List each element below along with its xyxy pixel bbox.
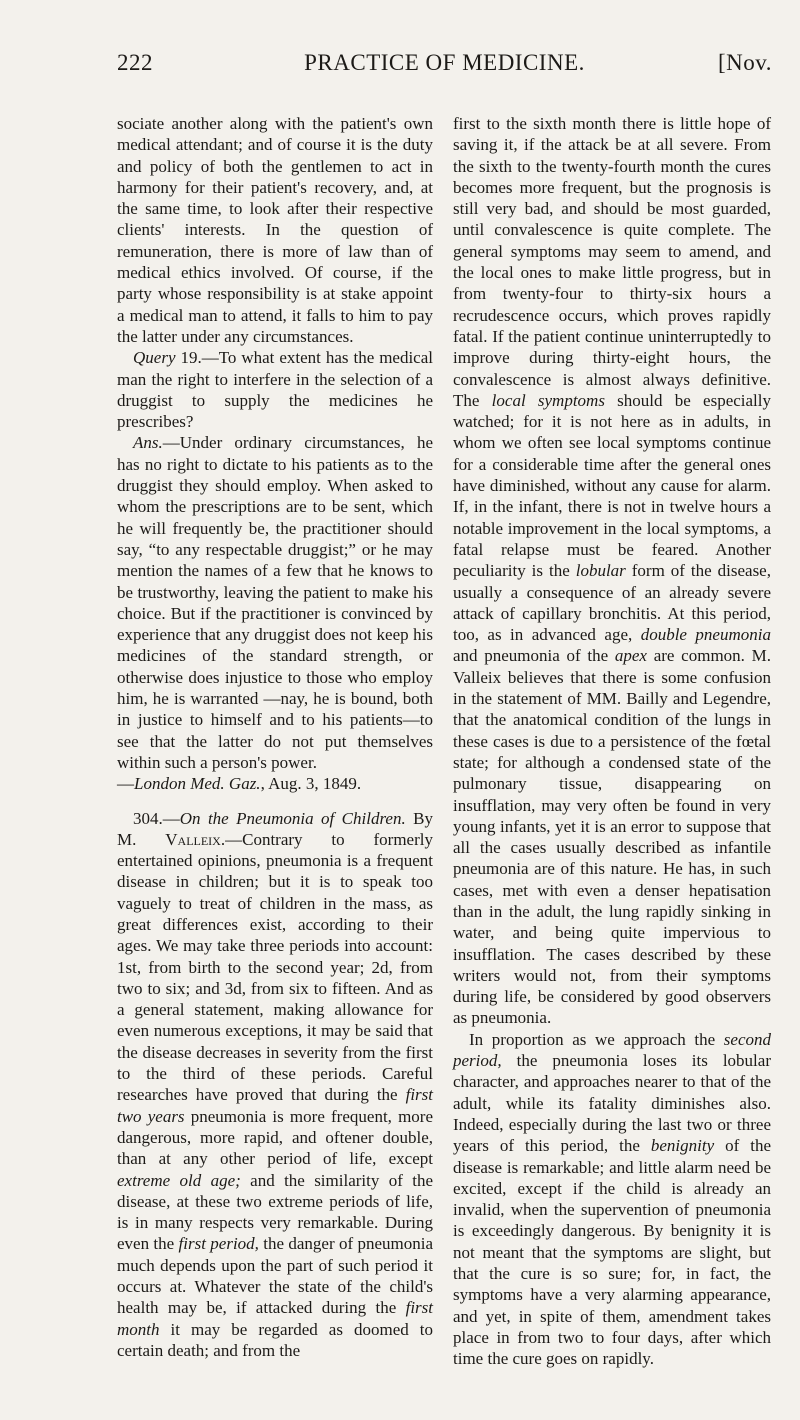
paragraph-first-period-cont: first to the sixth month there is little hope of saving it, if the attack be at all severe. From the sixth to the twenty-fourth month the cures becomes more frequent, but the prognosis is still very bad, and should be most guarded, until convalescence is quite complete. The general symptoms may seem to amend, and the local ones to make little progress, but in from twenty-four to thirty-six hours a recrudescence occurs, which proves rapidly fatal. If the patient continue uninterruptedly to improve during thirty-eight hours, the convalescence is almost always definitive. The local symptoms should be especially watched; for it is not here as in adults, in whom we often see local symptoms continue for a considerable time after the general ones have diminished, without any cause for alarm. If, in the infant, there is not in twelve hours a notable improvement in the local symptoms, a fatal relapse must be feared. Another peculiarity is the lobular form of the disease, usually a consequence of an already severe attack of capillary bronchitis. At this period, too, as in advanced age, double pneumonia and pneumonia of the apex are common. M. Valleix believes that there is some confusion in the statement of MM. Bailly and Legendre, that the anatomical condition of the lungs in these cases is due to a persistence of the fœtal state; for although a condensed state of the pulmonary tissue, disappearing on insufflation, may very often be found in very young infants, yet it is an error to suppose that all the cases usually described as infantile pneumonia are of this nature. He has, in such cases, met with even a denser hepatisation than in the adult, the lung rapidly sinking in water, and being quite impervious to insufflation. The cases described by these writers would not, from their symptoms during life, be considered by good observers as pneumonia.: [453, 114, 771, 1028]
source-citation: —London Med. Gaz., Aug. 3, 1849.: [117, 774, 362, 794]
article-author: Valleix: [165, 829, 221, 849]
paragraph-answer: [117, 432, 433, 773]
source-date: , Aug. 3, 1849.: [260, 774, 362, 794]
paragraph-second-period: In proportion as we approach the second period, the pneumonia loses its lobular character, and approaches nearer to that of the adult, while its fatality diminishes also. Indeed, especially during the last two or three years of this period, the benignity of the disease is remarkable; and little alarm need be excited, except if the child is already an invalid, when the supervention of pneumonia is exceedingly dangerous. By benignity it is not meant that the symptoms are slight, but that the cure is so sure; for, in fact, the symptoms have a very alarming appearance, and yet, in spite of them, amendment takes place in from two to four days, after which time the cure goes on rapidly.: [453, 1029, 771, 1369]
article-number: 304.—: [133, 808, 180, 828]
source-journal: London Med. Gaz.: [134, 774, 261, 794]
running-head: [117, 50, 772, 90]
page-number: 222: [117, 50, 153, 75]
answer-label: Ans.: [133, 433, 163, 453]
query-19-text: 19.—To what extent has the medical man the right to interfere in the selection of a druggist to supply the medicines he prescribes?: [117, 348, 433, 432]
running-title: PRACTICE OF MEDICINE.: [304, 50, 585, 75]
query-label: Query: [133, 348, 176, 368]
paragraph-article-304: 304.—On the Pneumonia of Children. By M. Valleix.—Contrary to formerly entertained opinions, pneumonia is a frequent disease in children; but it is to speak too vaguely to treat of children in the mass, as great differences exist, according to their ages. We may take three periods into account: 1st, from birth to the second year; 2d, from two to six; and 3d, from six to fifteen. And as a general statement, making allowance for even numerous exceptions, it may be said that the disease decreases in severity from the first to the third of these periods. Careful researches have proved that during the first two years pneumonia is more frequent, more dangerous, more rapid, and oftener double, than at any other period of life, except extreme old age; and the similarity of the disease, at these two extreme periods of life, is in many respects very remarkable. During even the first period, the danger of pneumonia much depends upon the part of such period it occurs at. Whatever the state of the child's health may be, if attacked during the first month it may be regarded as doomed to certain death; and from the: [117, 808, 434, 1360]
running-month: [Nov.: [717, 50, 772, 75]
paragraph-query-19: [117, 347, 433, 432]
paragraph-consultation-end: sociate another along with the patient's own medical attendant; and of course it is the duty and policy of both the gentlemen to act in harmony for their patient's recovery, and, at the same time, to look after their respective clients' interests. In the question of remuneration, there is more of law than of medical ethics involved. Of course, if the party whose responsibility is at stake appoint a medical man to attend, it falls to him to pay the latter under any circumstances.: [117, 114, 433, 346]
answer-text: —Under ordinary circumstances, he has no right to dictate to his patients as to the druggist they should employ. When asked to whom the prescriptions are to be sent, which he will frequently be, the practitioner should say, “to any respectable druggist;” or he may mention the names of a few that he knows to be trustworthy, leaving the patient to make his choice. But if the practitioner is convinced by experience that any druggist does not keep his medicines of the standard strength, or otherwise does injustice to those who employ him, he is warranted —nay, he is bound, both in justice to himself and to his patients—to see that the latter do not put themselves within such a person's power.: [117, 433, 433, 772]
article-title: On the Pneumonia of Children.: [179, 808, 406, 828]
left-column: [117, 113, 433, 1361]
right-column: [453, 113, 771, 1370]
